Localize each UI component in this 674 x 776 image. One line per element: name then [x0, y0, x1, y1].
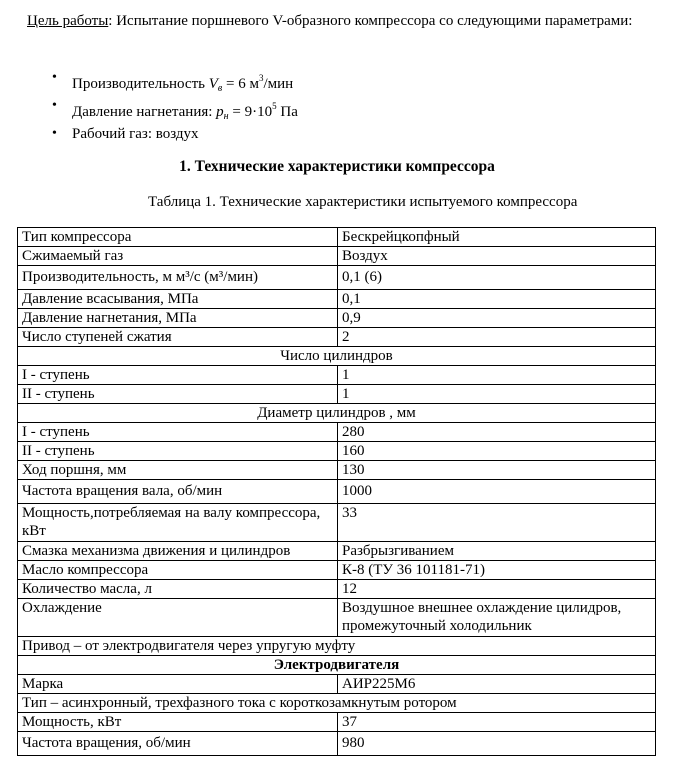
row-value: АИР225М6	[338, 675, 656, 694]
parameter-capacity	[52, 66, 298, 94]
row-value: Воздушное внешнее охлаждение цилидров, промежуточный холодильник	[338, 599, 656, 637]
table-row	[18, 656, 656, 675]
row-value: К-8 (ТУ 36 101181-71)	[338, 561, 656, 580]
table-row	[18, 266, 656, 290]
row-label: Марка	[18, 675, 338, 694]
row-value: 1	[338, 366, 656, 385]
table-row	[18, 694, 656, 713]
pressure-subscript: н	[223, 111, 229, 122]
section-row-header: Диаметр цилиндров , мм	[18, 404, 656, 423]
row-value: 2	[338, 328, 656, 347]
table-row	[18, 366, 656, 385]
row-value: 0,9	[338, 309, 656, 328]
table-row	[18, 580, 656, 599]
full-width-row: Тип – асинхронный, трехфазного тока с короткозамкнутым ротором	[18, 694, 656, 713]
table-row	[18, 732, 656, 756]
row-value: 160	[338, 442, 656, 461]
parameter-label: Производительность	[72, 76, 209, 92]
pressure-unit: Па	[276, 104, 298, 120]
pressure-sup: 5	[272, 101, 277, 111]
row-label: Тип компрессора	[18, 228, 338, 247]
table-row	[18, 228, 656, 247]
row-value: Разбрызгиванием	[338, 542, 656, 561]
row-label: I - ступень	[18, 423, 338, 442]
row-value: 37	[338, 713, 656, 732]
table-row	[18, 404, 656, 423]
table-row	[18, 423, 656, 442]
table-row	[18, 504, 656, 542]
capacity-unit: /мин	[263, 76, 294, 92]
row-label: Сжимаемый газ	[18, 247, 338, 266]
table-row	[18, 461, 656, 480]
row-value: 0,1	[338, 290, 656, 309]
parameter-label: Рабочий газ: воздух	[72, 126, 199, 142]
table-row	[18, 713, 656, 732]
row-label: Охлаждение	[18, 599, 338, 637]
row-label: II - ступень	[18, 442, 338, 461]
row-label: Смазка механизма движения и цилиндров	[18, 542, 338, 561]
table-row	[18, 290, 656, 309]
goal-text: : Испытание поршневого V-образного компрессора со следующими параметрами:	[108, 13, 633, 29]
parameter-gas	[52, 122, 298, 150]
table-row	[18, 637, 656, 656]
capacity-symbol: V	[208, 76, 218, 92]
goal-label: Цель работы	[27, 13, 109, 29]
capacity-value: = 6 м	[222, 76, 259, 92]
row-value: Воздух	[338, 247, 656, 266]
row-value: 1000	[338, 480, 656, 504]
parameter-label: Давление нагнетания:	[72, 104, 217, 120]
section-row-header: Число цилиндров	[18, 347, 656, 366]
parameter-list	[52, 66, 298, 150]
row-label: Мощность, кВт	[18, 713, 338, 732]
row-value: 980	[338, 732, 656, 756]
goal-paragraph	[27, 9, 657, 33]
row-label: Давление нагнетания, МПа	[18, 309, 338, 328]
row-label: Ход поршня, мм	[18, 461, 338, 480]
row-label: Производительность, м м³/с (м³/мин)	[18, 266, 338, 290]
table-row	[18, 542, 656, 561]
row-value: 0,1 (6)	[338, 266, 656, 290]
table-row	[18, 328, 656, 347]
row-value: 1	[338, 385, 656, 404]
row-label: Мощность,потребляемая на валу компрессора, кВт	[18, 504, 338, 542]
pressure-value: = 9·10	[228, 104, 273, 120]
table-row	[18, 599, 656, 637]
parameter-pressure	[52, 94, 298, 122]
table-caption: Таблица 1. Технические характеристики испытуемого компрессора	[148, 194, 578, 210]
row-value: 280	[338, 423, 656, 442]
capacity-sup: 3	[258, 73, 264, 83]
specs-table	[17, 227, 656, 756]
row-value: 130	[338, 461, 656, 480]
table-row	[18, 480, 656, 504]
row-label: I - ступень	[18, 366, 338, 385]
section-heading: 1. Технические характеристики компрессора	[179, 158, 495, 175]
row-label: Количество масла, л	[18, 580, 338, 599]
full-width-row: Привод – от электродвигателя через упругую муфту	[18, 637, 656, 656]
pressure-symbol: p	[216, 104, 224, 120]
row-label: Частота вращения вала, об/мин	[18, 480, 338, 504]
row-value: 33	[338, 504, 656, 542]
section-row-header: Электродвигателя	[18, 656, 656, 675]
table-row	[18, 675, 656, 694]
table-row	[18, 385, 656, 404]
table-row	[18, 561, 656, 580]
capacity-subscript: в	[217, 83, 223, 94]
row-label: Масло компрессора	[18, 561, 338, 580]
row-label: Давление всасывания, МПа	[18, 290, 338, 309]
row-value: Бескрейцкопфный	[338, 228, 656, 247]
row-label: II - ступень	[18, 385, 338, 404]
table-row	[18, 442, 656, 461]
row-value: 12	[338, 580, 656, 599]
table-row	[18, 309, 656, 328]
row-label: Число ступеней сжатия	[18, 328, 338, 347]
table-row	[18, 247, 656, 266]
row-label: Частота вращения, об/мин	[18, 732, 338, 756]
table-row	[18, 347, 656, 366]
